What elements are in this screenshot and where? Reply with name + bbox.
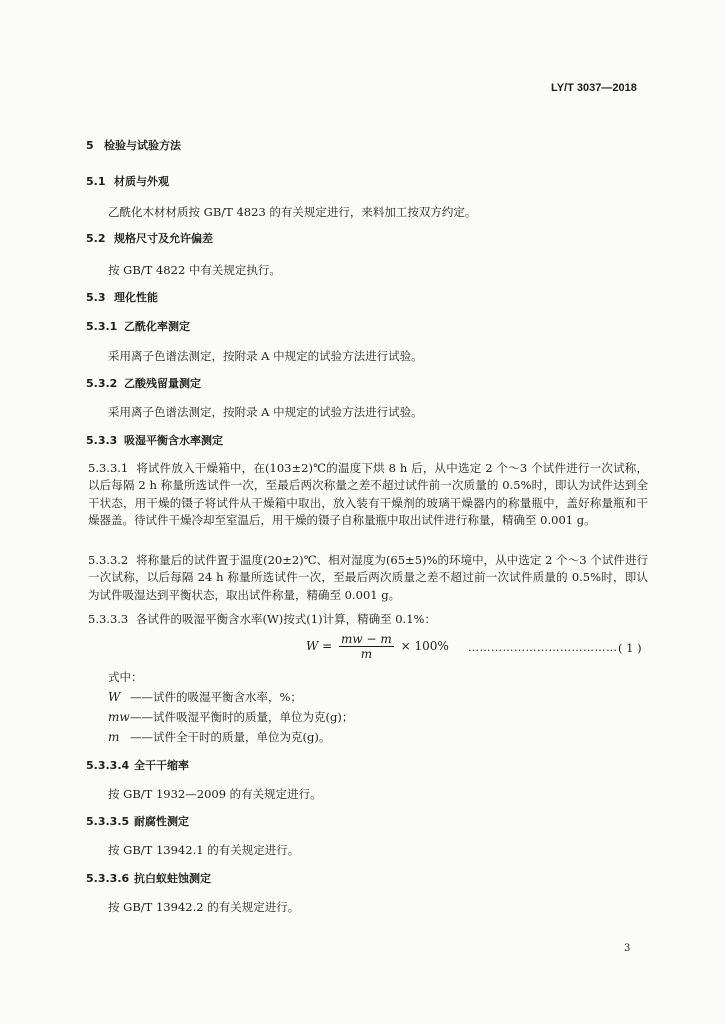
section-5-3-2-text: 采用离子色谱法测定，按附录 A 中规定的试验方法进行试验。: [108, 405, 423, 419]
formula-1: [306, 632, 449, 661]
section-5-2-text: 按 GB/T 4822 中有关规定执行。: [108, 263, 281, 277]
formula-denominator: m: [360, 647, 373, 661]
section-5-3-3-5-title: 耐腐性测定: [134, 815, 189, 828]
section-5-3-3-number: 5.3.3: [86, 434, 118, 447]
where-symbol: mw: [108, 710, 130, 724]
section-5-3-3-heading: [86, 432, 223, 448]
section-5-3-3-3-text: 各试件的吸湿平衡含水率(W)按式(1)计算，精确至 0.1%：: [136, 612, 436, 626]
section-5-3-2-number: 5.3.2: [86, 377, 118, 390]
section-5-3-1-title: 乙酰化率测定: [124, 320, 190, 333]
where-symbol: W: [108, 690, 121, 704]
section-5-2-number: 5.2: [86, 232, 106, 245]
section-5-3-1-text: 采用离子色谱法测定，按附录 A 中规定的试验方法进行试验。: [108, 349, 423, 363]
formula-numerator: mw − m: [341, 632, 392, 646]
section-5-3-title: 理化性能: [114, 291, 158, 304]
section-5-3-3-2-number: 5.3.3.2: [88, 553, 129, 567]
section-5-3-3-6-title: 抗白蚁蛀蚀测定: [134, 872, 211, 885]
section-5-3-3-3-number: 5.3.3.3: [88, 612, 129, 626]
section-5-3-1-heading: [86, 318, 190, 334]
section-5-3-3-5-text: 按 GB/T 13942.1 的有关规定进行。: [108, 843, 300, 857]
section-5-3-3-1-paragraph: [88, 460, 648, 529]
section-5-3-1-number: 5.3.1: [86, 320, 118, 333]
where-item: [108, 689, 302, 705]
standard-number: LY/T 3037—2018: [551, 82, 637, 94]
section-5-2-heading: [86, 230, 213, 246]
section-5-3-number: 5.3: [86, 291, 106, 304]
section-5-3-3-6-number: 5.3.3.6: [86, 872, 130, 885]
section-5-3-3-4-text: 按 GB/T 1932—2009 的有关规定进行。: [108, 787, 322, 801]
section-5-number: 5: [86, 139, 94, 152]
section-5-3-3-6-text: 按 GB/T 13942.2 的有关规定进行。: [108, 900, 300, 914]
section-5-3-3-4-number: 5.3.3.4: [86, 759, 130, 772]
formula-rhs: × 100%: [400, 639, 449, 653]
section-5-3-3-title: 吸湿平衡含水率测定: [124, 434, 223, 447]
section-5-1-number: 5.1: [86, 175, 106, 188]
page-number: 3: [624, 943, 631, 954]
section-5-3-3-2-paragraph: [88, 552, 648, 604]
where-item: [108, 709, 353, 725]
section-5-3-3-3-paragraph: [88, 611, 648, 628]
formula-leader-dots: …………………………………: [468, 641, 618, 654]
formula-fraction: [339, 632, 394, 661]
section-5-3-3-5-heading: [86, 813, 189, 829]
section-5-3-3-4-title: 全干干缩率: [134, 759, 189, 772]
section-5-3-3-5-number: 5.3.3.5: [86, 815, 130, 828]
where-intro: 式中：: [108, 670, 143, 684]
where-description: ——试件全干时的质量，单位为克(g)。: [130, 730, 331, 744]
formula-lhs: W =: [306, 639, 333, 653]
section-5-1-heading: [86, 173, 169, 189]
section-5-3-3-1-number: 5.3.3.1: [88, 461, 129, 475]
section-5-3-2-title: 乙酸残留量测定: [124, 377, 201, 390]
section-5-3-3-6-heading: [86, 870, 211, 886]
section-5-3-3-2-text: 将称量后的试件置于温度(20±2)℃、相对湿度为(65±5)%的环境中，从中选定 2 个～3 个试件进行一次试称，以后每隔 24 h 称量所选试件一次，至最后两次质量之差不超过前一次试件质量的 0.5%时，即认为试件吸湿达到平衡状态，取出试件称量，精确至 0.001 g。: [88, 553, 648, 602]
section-5-3-heading: [86, 289, 158, 305]
section-5-1-text: 乙酰化木材材质按 GB/T 4823 的有关规定进行，来料加工按双方约定。: [108, 205, 477, 219]
formula-equation-number: ( 1 ): [618, 641, 642, 655]
where-description: ——试件吸湿平衡时的质量，单位为克(g)；: [130, 710, 354, 724]
section-5-1-title: 材质与外观: [114, 175, 169, 188]
section-5-heading: [86, 137, 181, 153]
section-5-2-title: 规格尺寸及允许偏差: [114, 232, 213, 245]
section-5-3-3-4-heading: [86, 757, 189, 773]
section-5-3-2-heading: [86, 375, 201, 391]
where-description: ——试件的吸湿平衡含水率，%；: [130, 690, 302, 704]
where-symbol: m: [108, 730, 120, 744]
section-5-title: 检验与试验方法: [104, 139, 181, 152]
where-item: [108, 729, 330, 745]
section-5-3-3-1-text: 将试件放入干燥箱中，在(103±2)℃的温度下烘 8 h 后，从中选定 2 个～3 个试件进行一次试称，以后每隔 2 h 称量所选试件一次，至最后两次称量之差不超过试件前一次质量的 0.5%时，即认为试件达到全干状态，用干燥的镊子将试件从干燥箱中取出，放入装有干燥剂的玻璃干燥器内的称量瓶中，盖好称量瓶和干燥器盖。待试件干燥冷却至室温后，用干燥的镊子自称量瓶中取出试件进行称量，精确至 0.001 g。: [88, 461, 648, 527]
